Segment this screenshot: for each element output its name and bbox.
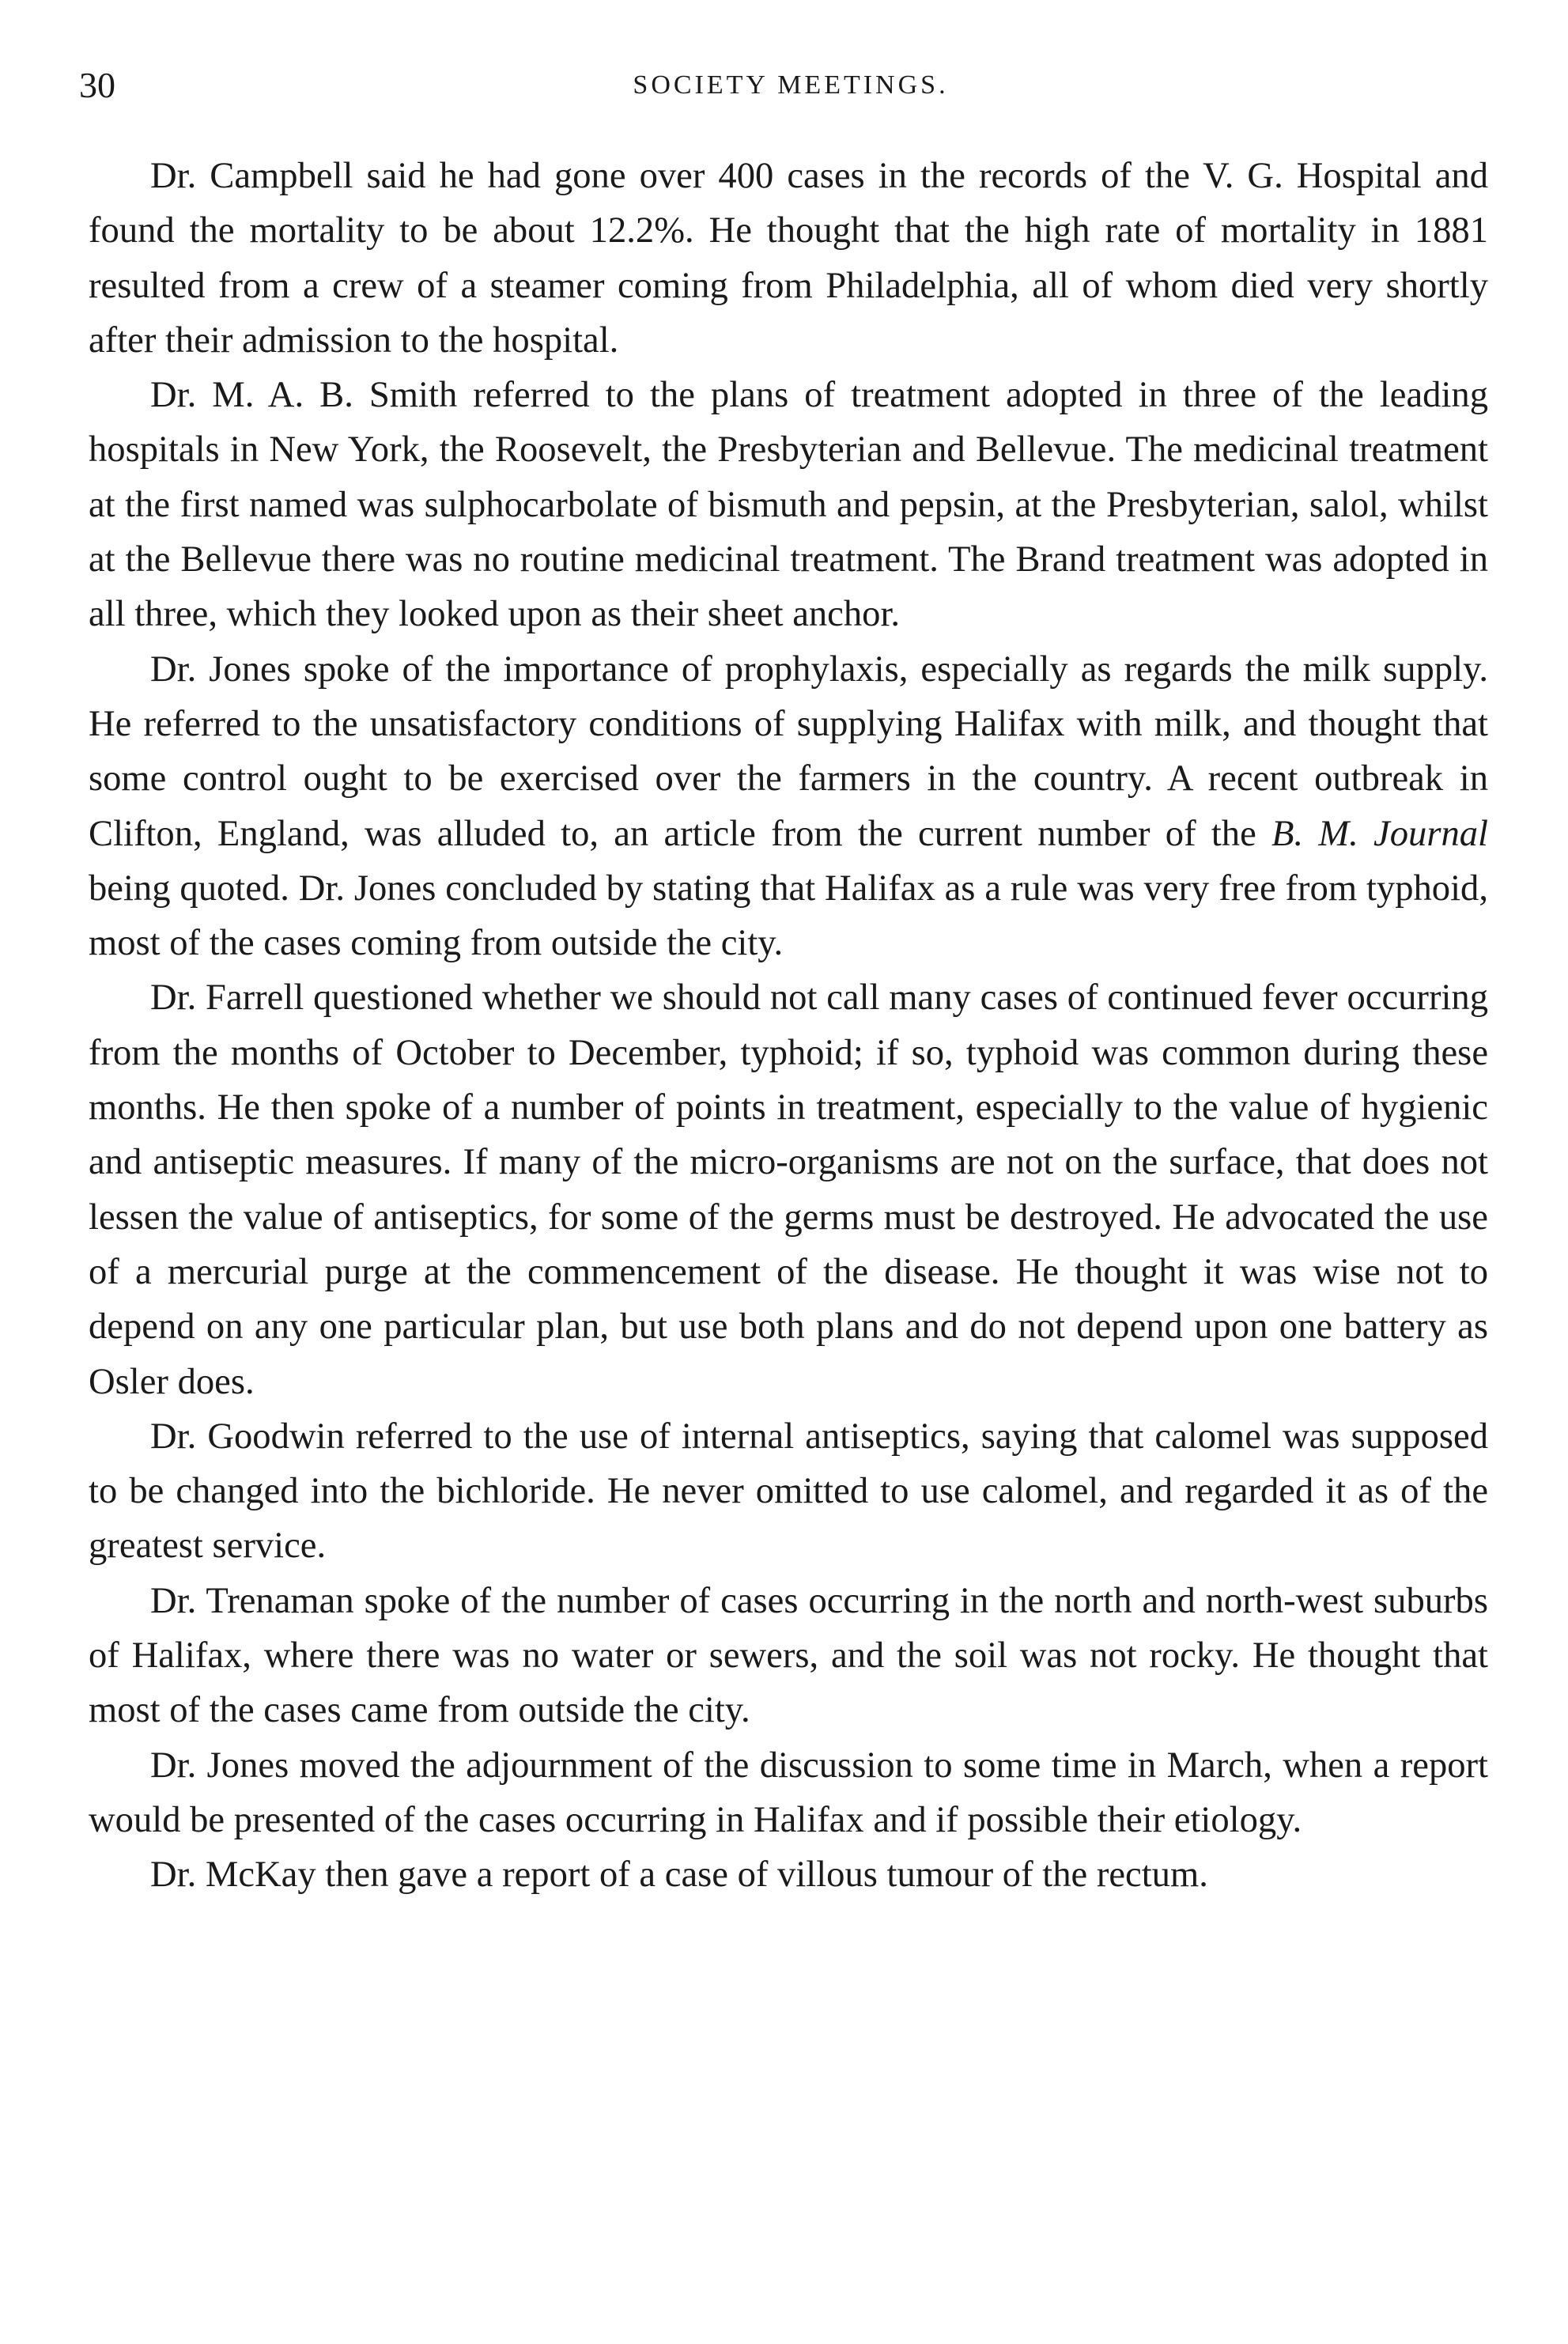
paragraph-text: being quoted. Dr. Jones concluded by stating that Halifax as a rule was very free from typhoid, most of the cases coming from outside the city. (89, 867, 1488, 964)
paragraph-trenaman: Dr. Trenaman spoke of the number of cases occurring in the north and north-west suburbs of Halifax, where there was no water or sewers, and the soil was not rocky. He thought that most of the cases came from outside the city. (89, 1579, 1488, 1731)
paragraph-text: Dr. Jones spoke of the importance of prophylaxis, especially as regards the milk supply. He referred to the unsatisfactory conditions of supplying Halifax with milk, and thought that some control ought to be exercised over the farmers in the country. A recent outbreak in Clifton, England, was alluded to, an article from the current number of the (89, 648, 1488, 854)
journal-title: B. M. Journal (1271, 812, 1488, 854)
page-header (79, 62, 1502, 109)
paragraph-farrell: Dr. Farrell questioned whether we should not call many cases of continued fever occurring from the months of October to December, typhoid; if so, typhoid was common during these months. He then spoke of a number of points in treatment, especially to the value of hygienic and antiseptic measures. If many of the micro-organisms are not on the surface, that does not lessen the value of antiseptics, for some of the germs must be destroyed. He advocated the use of a mercurial purge at the commencement of the disease. He thought it was wise not to depend on any one particular plan, but use both plans and do not depend upon one battery as Osler does. (89, 977, 1488, 1402)
running-head: SOCIETY MEETINGS. (633, 70, 949, 100)
paragraph-smith: Dr. M. A. B. Smith referred to the plans of treatment adopted in three of the leading hospitals in New York, the Roosevelt, the Presbyterian and Bellevue. The medicinal treatment at the first named was sulphocarbolate of bismuth and pepsin, at the Presbyterian, salol, whilst at the Bellevue there was no routine medicinal treatment. The Brand treatment was adopted in all three, which they looked upon as their sheet anchor. (89, 374, 1488, 635)
page-number: 30 (79, 65, 115, 105)
paragraph-goodwin: Dr. Goodwin referred to the use of internal antiseptics, saying that calomel was supposed to be changed into the bichloride. He never omitted to use calomel, and regarded it as of the greatest service. (89, 1415, 1488, 1567)
paragraph-jones-adjournment: Dr. Jones moved the adjournment of the discussion to some time in March, when a report would be presented of the cases occurring in Halifax and if possible their etiology. (89, 1744, 1488, 1840)
paragraph-mckay: Dr. McKay then gave a report of a case of villous tumour of the rectum. (150, 1854, 1208, 1896)
paragraph-jones-milk-supply (89, 642, 1488, 971)
paragraph-campbell: Dr. Campbell said he had gone over 400 cases in the records of the V. G. Hospital and found the mortality to be about 12.2%. He thought that the high rate of mortality in 1881 resulted from a crew of a steamer coming from Philadelphia, all of whom died very shortly after their admission to the hospital. (89, 155, 1488, 361)
body-text (89, 149, 1488, 1903)
